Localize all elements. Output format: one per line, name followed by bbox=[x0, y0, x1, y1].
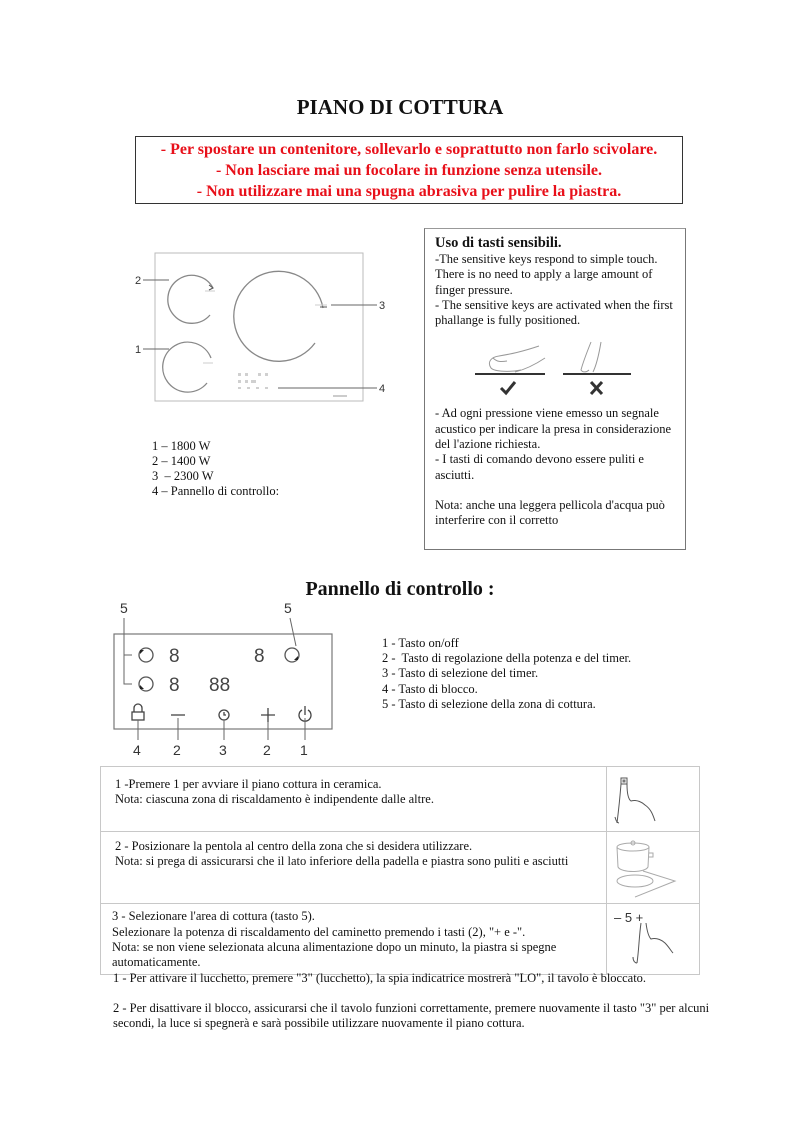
callout-label: 2 bbox=[173, 742, 181, 758]
legend-item: 4 – Pannello di controllo: bbox=[152, 484, 280, 498]
sensitive-keys-title: Uso di tasti sensibili. bbox=[435, 235, 562, 251]
finger-touch-figure bbox=[471, 342, 641, 400]
sensitive-keys-note: - I tasti di comando devono essere puliti e asciutti. bbox=[435, 452, 644, 482]
step-text: Nota: si prega di assicurarsi che il lato inferiore della padella e piastra sono puliti e asciutti bbox=[115, 854, 569, 869]
key-item: 2 - Tasto di regolazione della potenza e del timer. bbox=[382, 651, 632, 666]
pot-on-hob-icon bbox=[613, 839, 679, 897]
sensitive-keys-note: - Ad ogni pressione viene emesso un segnale acustico per indicare la presa in considerazione del l'azione richiesta. bbox=[435, 406, 671, 452]
warning-line: - Per spostare un contenitore, sollevarlo e soprattutto non farlo scivolare. bbox=[160, 141, 658, 158]
digit-display: 8 bbox=[169, 675, 180, 696]
key-item: 1 - Tasto on/off bbox=[382, 636, 459, 650]
digit-display: 8 bbox=[169, 646, 180, 667]
step-text: Nota: se non viene selezionata alcuna alimentazione dopo un minuto, la piastra si spegne automaticamente. bbox=[112, 939, 557, 970]
step-text: 2 - Posizionare la pentola al centro della zona che si desidera utilizzare. bbox=[115, 839, 473, 854]
finger-press-icon bbox=[613, 777, 673, 825]
check-icon bbox=[501, 382, 515, 393]
callout-label: 2 bbox=[263, 742, 271, 758]
callout-label: 5 bbox=[284, 600, 292, 616]
step-text: Nota: ciascuna zona di riscaldamento è indipendente dalle altre. bbox=[115, 792, 434, 807]
keys-legend bbox=[382, 636, 631, 712]
sensitive-keys-box bbox=[424, 228, 686, 550]
finger-icon-text: – 5 + bbox=[614, 910, 644, 926]
step-row bbox=[101, 904, 700, 974]
key-item: 5 - Tasto di selezione della zona di cottura. bbox=[382, 696, 596, 711]
steps-table bbox=[100, 766, 700, 975]
callout-label: 4 bbox=[133, 742, 141, 758]
step-row bbox=[101, 767, 700, 832]
finger-plus-minus-icon bbox=[613, 909, 679, 967]
warning-box bbox=[135, 136, 683, 204]
zone-label: 4 bbox=[379, 383, 386, 395]
legend-item: 1 – 1800 W bbox=[152, 439, 211, 453]
step-text: 3 - Selezionare l'area di cottura (tasto 5). bbox=[112, 909, 315, 924]
control-panel-diagram bbox=[106, 598, 346, 763]
legend-item: 3 – 2300 W bbox=[152, 469, 214, 483]
warning-line: - Non lasciare mai un focolare in funzione senza utensile. bbox=[215, 162, 603, 179]
lock-instructions bbox=[113, 971, 713, 1047]
key-item: 4 - Tasto di blocco. bbox=[382, 681, 478, 696]
legend-item: 2 – 1400 W bbox=[152, 454, 211, 468]
key-item: 3 - Tasto di selezione del timer. bbox=[382, 666, 539, 681]
finger-flat-icon bbox=[489, 346, 545, 372]
callout-label: 5 bbox=[120, 600, 128, 616]
zone-label: 2 bbox=[135, 275, 142, 287]
callout-label: 3 bbox=[219, 742, 227, 758]
zone-label: 1 bbox=[135, 344, 142, 356]
power-legend bbox=[152, 439, 279, 499]
lock-note: 2 - Per disattivare il blocco, assicurarsi che il tavolo funzioni correttamente, premere nuovamente il tasto "3" per alcuni secondi, la luce si spegnerà e sarà possibile utilizzare nuovamente il piano cottura. bbox=[113, 1001, 710, 1031]
page-title: PIANO DI COTTURA bbox=[296, 95, 504, 119]
hob-diagram bbox=[135, 243, 395, 413]
control-panel-title: Pannello di controllo : bbox=[305, 578, 495, 600]
warning-line: - Non utilizzare mai una spugna abrasiva per pulire la piastra. bbox=[196, 183, 622, 200]
timer-display: 88 bbox=[209, 675, 231, 696]
callout-label: 1 bbox=[300, 742, 308, 758]
cross-icon bbox=[591, 382, 602, 394]
sensitive-keys-nota: Nota: anche una leggera pellicola d'acqua può interferire con il corretto bbox=[435, 497, 665, 528]
step-text: Selezionare la potenza di riscaldamento del caminetto premendo i tasti (2), "+ e -". bbox=[112, 924, 526, 939]
step-text: 1 -Premere 1 per avviare il piano cottura in ceramica. bbox=[115, 777, 382, 791]
sensitive-keys-text: - The sensitive keys are activated when the first phallange is fully positioned. bbox=[435, 297, 673, 328]
finger-tip-icon bbox=[581, 342, 601, 372]
lock-note: 1 - Per attivare il lucchetto, premere "3" (lucchetto), la spia indicatrice mostrerà "LO", il tavolo è bloccato. bbox=[113, 971, 647, 985]
digit-display: 8 bbox=[254, 646, 265, 667]
step-row bbox=[101, 832, 700, 904]
sensitive-keys-text: -The sensitive keys respond to simple touch. There is no need to apply a large amount of finger pressure. bbox=[435, 252, 658, 297]
zone-label: 3 bbox=[379, 300, 386, 312]
